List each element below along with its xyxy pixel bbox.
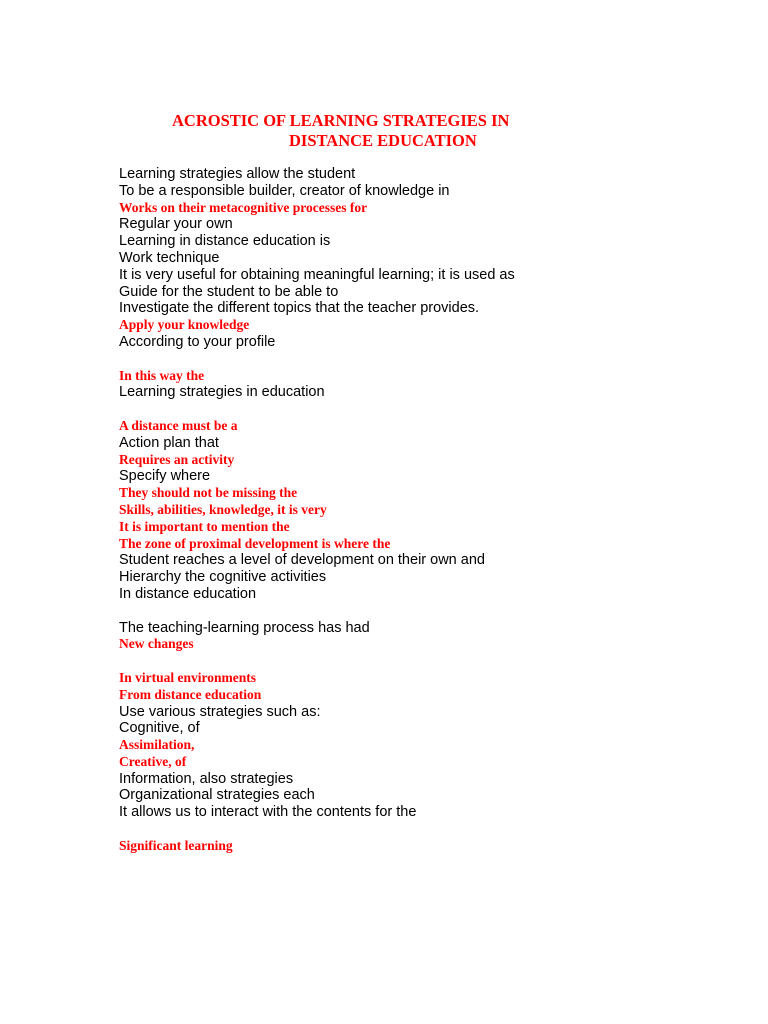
highlighted-line: Apply your knowledge <box>119 317 250 333</box>
text-line: To be a responsible builder, creator of knowledge in <box>119 182 450 199</box>
highlighted-line: The zone of proximal development is where the <box>119 535 391 551</box>
text-line: Learning strategies allow the student <box>119 166 356 182</box>
text-line: Specify where <box>119 468 211 485</box>
text-line: Investigate the different topics that the teacher provides. <box>119 300 480 317</box>
text-line: Work technique <box>119 249 220 266</box>
highlighted-line: A distance must be a <box>119 417 238 433</box>
text-line: Guide for the student to be able to <box>119 283 339 300</box>
text-line: Organizational strategies each <box>119 787 315 804</box>
highlighted-line: In this way the <box>119 367 205 383</box>
highlighted-line: In virtual environments <box>119 669 257 685</box>
text-line: Information, also strategies <box>119 770 294 787</box>
text-line: The teaching-learning process has had <box>119 619 370 636</box>
highlighted-line: Requires an activity <box>119 451 235 467</box>
text-line: In distance education <box>119 585 257 602</box>
highlighted-line: Works on their metacognitive processes for <box>119 199 368 215</box>
blank-line <box>119 603 739 620</box>
text-line: Action plan that <box>119 434 219 451</box>
text-line: Learning in distance education is <box>119 233 331 250</box>
text-line: It is very useful for obtaining meaningful learning; it is used as <box>119 266 515 283</box>
highlighted-line: Significant learning <box>119 837 233 853</box>
highlighted-line: It is important to mention the <box>119 518 290 534</box>
text-line: Use various strategies such as: <box>119 703 321 720</box>
blank-line <box>119 653 739 670</box>
blank-line <box>119 351 739 368</box>
text-line: Learning strategies in education <box>119 384 325 401</box>
text-line: Regular your own <box>119 216 233 233</box>
highlighted-line: Assimilation, <box>119 737 195 753</box>
text-line: It allows us to interact with the contents for the <box>119 804 417 821</box>
blank-line <box>119 821 739 838</box>
text-line: Cognitive, of <box>119 720 200 737</box>
text-line: Student reaches a level of development on their own and <box>119 552 485 569</box>
text-line: According to your profile <box>119 333 276 350</box>
highlighted-line: New changes <box>119 636 194 652</box>
highlighted-line: Skills, abilities, knowledge, it is very <box>119 501 327 517</box>
text-line: Hierarchy the cognitive activities <box>119 569 327 586</box>
highlighted-line: They should not be missing the <box>119 485 298 501</box>
title-line-1: ACROSTIC OF LEARNING STRATEGIES IN <box>172 111 510 130</box>
blank-line <box>119 401 739 418</box>
highlighted-line: From distance education <box>119 686 262 702</box>
highlighted-line: Creative, of <box>119 753 187 769</box>
title-line-2: DISTANCE EDUCATION <box>289 131 477 150</box>
document-body <box>119 166 739 855</box>
